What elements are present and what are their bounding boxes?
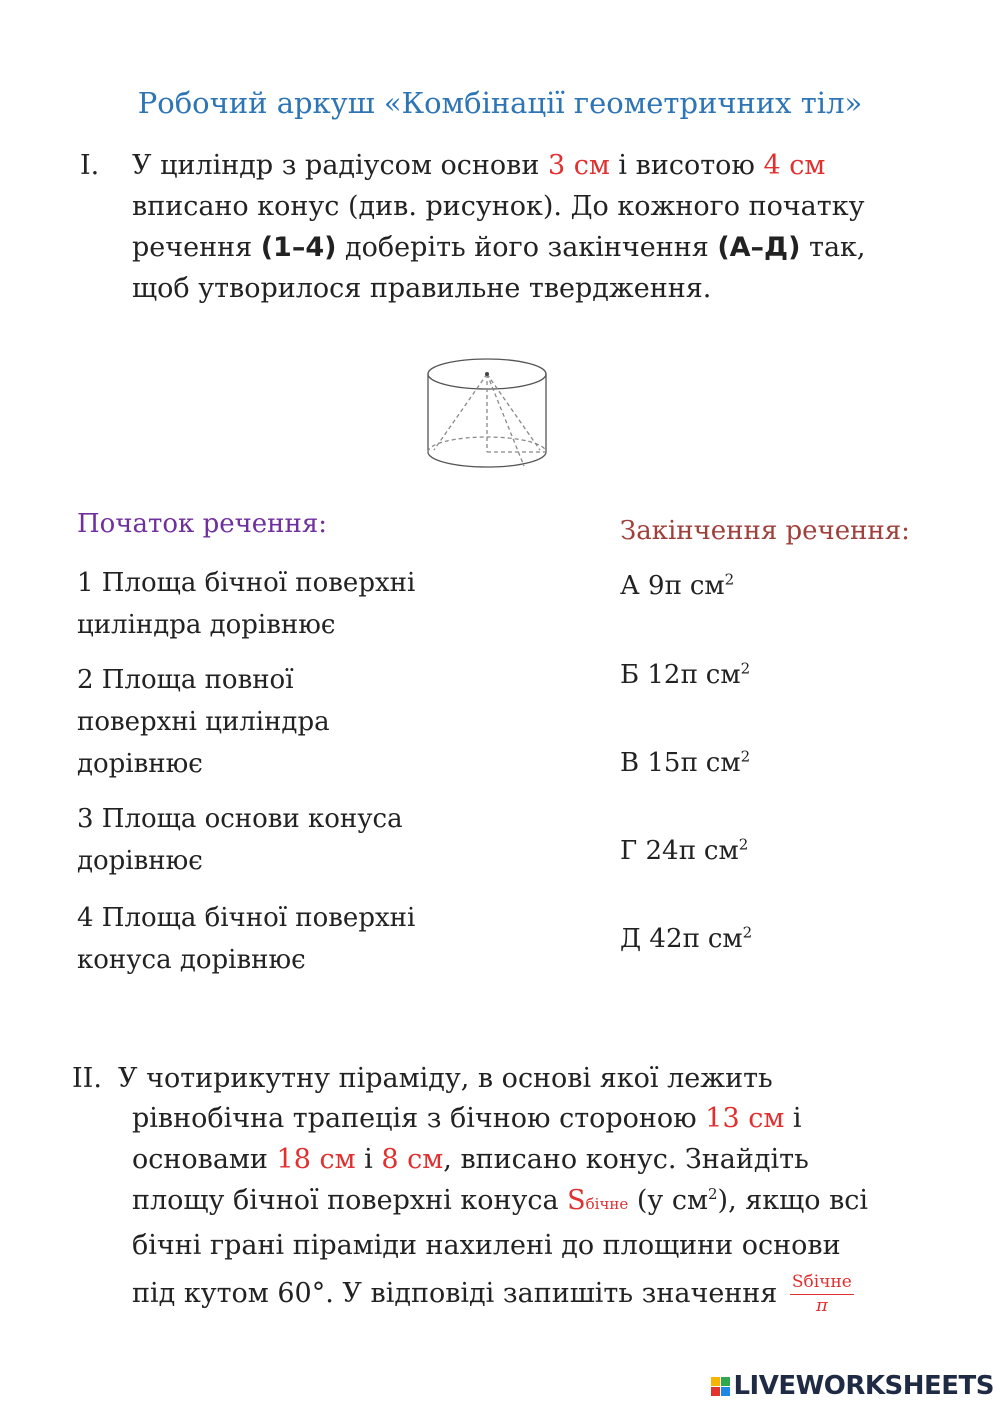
task2-line4: площу бічної поверхні конуса Sбічне (у $см^2$), якщо всі (132, 1185, 869, 1216)
endings-header: Закінчення речення: (620, 516, 910, 546)
task1-line2: вписано конус (див. рисунок). До кожного початку (132, 191, 865, 222)
logo-square (711, 1387, 720, 1396)
task1-line1: У циліндр з радіусом основи 3 см і висотою 4 см (132, 150, 826, 181)
task2-line1: У чотирикутну піраміду, в основі якої лежить (118, 1063, 773, 1094)
base1-value: 18 см (276, 1144, 356, 1175)
task1-numeral: I. (80, 150, 100, 181)
cylinder-cone-figure (420, 348, 556, 480)
range-1-4: (1–4) (260, 232, 337, 263)
task2-line5: бічні грані піраміди нахилені до площини основи (132, 1230, 841, 1261)
beginning-1: 1 Площа бічної поверхні циліндра дорівнює (77, 568, 416, 640)
task1-text (132, 145, 952, 309)
side-value: 13 см (705, 1103, 785, 1134)
s-lateral: S (567, 1185, 586, 1216)
task2-line6: під кутом 60°. У відповіді запишіть значення $\frac{\text{Sбічне}}{\pi}$ (132, 1272, 852, 1316)
beginning-2: 2 Площа повної поверхні циліндра дорівнює (77, 665, 330, 779)
task2-numeral: II. (72, 1063, 102, 1094)
ending-v: В 15π $см^2$ (620, 747, 751, 778)
range-a-d: (А–Д) (717, 232, 801, 263)
ending-g: Г 24π $см^2$ (620, 835, 749, 866)
logo-square (711, 1377, 720, 1386)
liveworksheets-logo (711, 1371, 994, 1401)
height-value: 4 см (763, 150, 826, 181)
task2-line3: основами 18 см і 8 см, вписано конус. Знайдіть (132, 1144, 809, 1175)
logo-mark-icon (711, 1377, 730, 1396)
task1-line3: речення (1–4) доберіть його закінчення (А–Д) так, (132, 232, 866, 263)
task1-line4: щоб утворилося правильне твердження. (132, 273, 712, 304)
task2-line2: рівнобічна трапеція з бічною стороною 13 см і (132, 1103, 802, 1134)
ending-b: Б 12π $см^2$ (620, 659, 751, 690)
task2-text (132, 1098, 972, 1317)
ending-a: А 9π $см^2$ (620, 570, 735, 601)
radius-value: 3 см (547, 150, 610, 181)
beginning-3: 3 Площа основи конуса дорівнює (77, 804, 403, 876)
base2-value: 8 см (381, 1144, 444, 1175)
beginning-4: 4 Площа бічної поверхні конуса дорівнює (77, 903, 416, 975)
page-title: Робочий аркуш «Комбінації геометричних тіл» (137, 86, 863, 120)
beginnings-header: Початок речення: (77, 509, 327, 539)
logo-square (721, 1377, 730, 1386)
ending-d: Д 42π $см^2$ (620, 923, 753, 954)
logo-text: LIVEWORKSHEETS (733, 1371, 994, 1401)
answer-fraction: $\frac{\text{Sбічне}}{\pi}$ (791, 1272, 852, 1316)
logo-square (721, 1387, 730, 1396)
